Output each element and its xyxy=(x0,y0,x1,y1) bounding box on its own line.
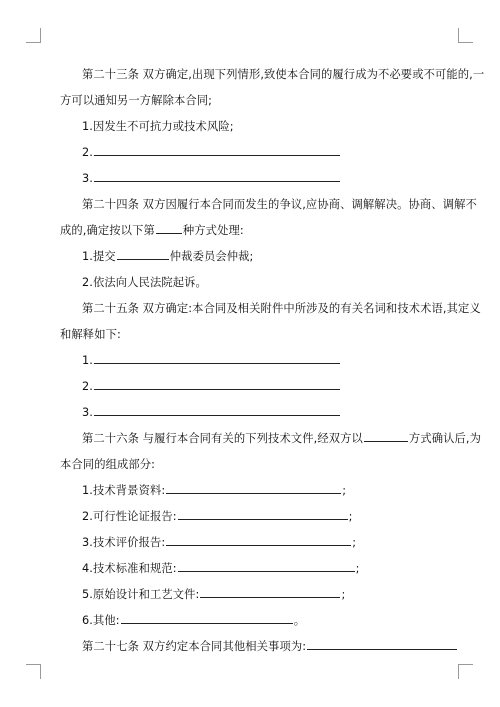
text-segment: 仲裁委员会仲裁; xyxy=(169,250,254,263)
text-segment: 种方式处理: xyxy=(182,224,244,237)
article-26-item-6 xyxy=(60,608,440,634)
article-26-line-1 xyxy=(60,426,481,452)
text-segment: ; xyxy=(348,510,353,523)
article-23-item-3 xyxy=(60,166,440,192)
text-segment: 第二十七条 双方约定本合同其他相关事项为: xyxy=(82,640,307,653)
crop-mark-top-left xyxy=(26,28,41,43)
fill-in-blank[interactable] xyxy=(94,168,340,182)
fill-in-blank[interactable] xyxy=(364,428,408,442)
article-23-item-2 xyxy=(60,140,440,166)
text-segment: 6.其他: xyxy=(82,614,120,627)
item-prefix: 1. xyxy=(82,354,93,367)
crop-mark-top-right xyxy=(458,28,473,43)
fill-in-blank[interactable] xyxy=(178,558,355,572)
article-24-line-2 xyxy=(60,218,440,244)
crop-mark-bottom-left xyxy=(26,664,41,679)
crop-mark-bottom-right xyxy=(458,664,473,679)
fill-in-blank[interactable] xyxy=(94,376,340,390)
text-segment: ; xyxy=(342,484,347,497)
item-prefix: 2. xyxy=(82,380,93,393)
text-segment: 1.技术背景资料: xyxy=(82,484,166,497)
fill-in-blank[interactable] xyxy=(94,402,340,416)
text-segment: 1.提交 xyxy=(82,250,116,263)
text-segment: ; xyxy=(355,562,360,575)
text-segment: 第二十六条 与履行本合同有关的下列技术文件,经双方以 xyxy=(82,432,363,445)
article-24-item-1 xyxy=(60,244,440,270)
text-segment: 4.技术标准和规范: xyxy=(82,562,177,575)
article-27-line-1 xyxy=(60,634,440,660)
text-segment: 3.技术评价报告: xyxy=(82,536,166,549)
fill-in-blank[interactable] xyxy=(166,532,351,546)
item-prefix: 3. xyxy=(82,406,93,419)
article-24-item-2: 2.依法向人民法院起诉。 xyxy=(82,276,207,289)
article-24-line-1: 第二十四条 双方因履行本合同而发生的争议,应协商、调解解决。协商、调解不 xyxy=(82,198,477,211)
article-25-item-3 xyxy=(60,400,440,426)
fill-in-blank[interactable] xyxy=(156,220,182,234)
article-26-item-5 xyxy=(60,582,440,608)
article-26-line-2: 本合同的组成部分: xyxy=(60,458,156,471)
fill-in-blank[interactable] xyxy=(121,610,293,624)
text-segment: ; xyxy=(341,588,346,601)
article-26-item-4 xyxy=(60,556,440,582)
fill-in-blank[interactable] xyxy=(94,142,340,156)
article-26-item-1 xyxy=(60,478,440,504)
item-prefix: 2. xyxy=(82,146,93,159)
fill-in-blank[interactable] xyxy=(200,584,340,598)
article-25-item-2 xyxy=(60,374,440,400)
text-segment: 方式确认后,为 xyxy=(408,432,481,445)
text-segment: 5.原始设计和工艺文件: xyxy=(82,588,200,601)
document-body xyxy=(60,62,485,660)
article-26-item-3 xyxy=(60,530,440,556)
text-segment: 2.可行性论证报告: xyxy=(82,510,177,523)
text-segment: ; xyxy=(352,536,357,549)
text-segment: 成的,确定按以下第 xyxy=(60,224,155,237)
fill-in-blank[interactable] xyxy=(166,480,341,494)
article-26-item-2 xyxy=(60,504,440,530)
item-prefix: 3. xyxy=(82,172,93,185)
article-25-item-1 xyxy=(60,348,440,374)
fill-in-blank[interactable] xyxy=(94,350,340,364)
fill-in-blank[interactable] xyxy=(307,636,457,650)
text-segment: 。 xyxy=(293,614,306,627)
article-23-line-2: 方可以通知另一方解除本合同; xyxy=(60,94,213,107)
article-23-item-1: 1.因发生不可抗力或技术风险; xyxy=(82,120,234,133)
article-23-line-1: 第二十三条 双方确定,出现下列情形,致使本合同的履行成为不必要或不可能的,一 xyxy=(82,68,485,81)
fill-in-blank[interactable] xyxy=(117,246,169,260)
article-25-line-1: 第二十五条 双方确定:本合同及相关附件中所涉及的有关名词和技术术语,其定义 xyxy=(82,302,481,315)
article-25-line-2: 和解释如下: xyxy=(60,328,121,341)
fill-in-blank[interactable] xyxy=(178,506,348,520)
